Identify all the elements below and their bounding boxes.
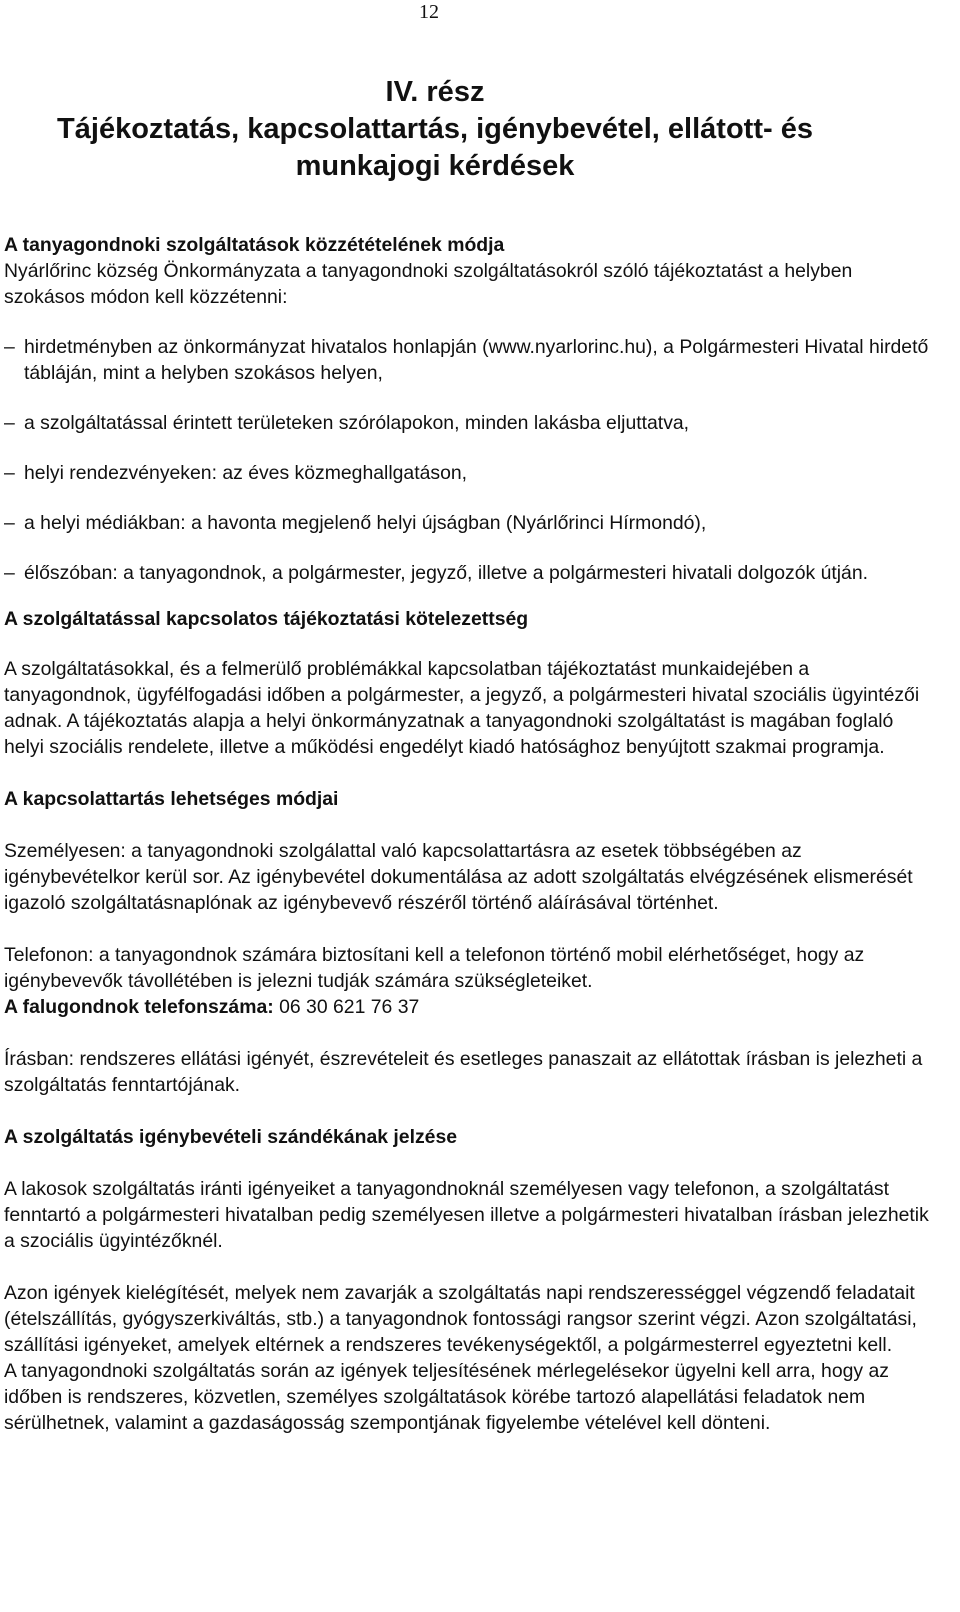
dash-marker: – xyxy=(4,336,15,358)
section-heading-request: A szolgáltatás igénybevételi szándékának jelzése xyxy=(4,1126,458,1148)
title-line-2: Tájékoztatás, kapcsolattartás, igénybevétel, ellátott- és xyxy=(57,113,813,145)
list-item xyxy=(4,460,932,486)
dash-marker: – xyxy=(4,412,15,434)
information-duty-paragraph: A szolgáltatásokkal, és a felmerülő problémákkal kapcsolatban tájékoztatást munkaidejében a tanyagondnok, ügyfélfogadási időben a polgármester, a jegyző, a polgármesteri hivatal szociális ügyintézői adnak. A tájékoztatás alapja a helyi önkormányzatnak a tanyagondnoki szolgáltatást is magában foglaló helyi szociális rendelete, illetve a működési engedélyt kiadó hatósághoz benyújtott szakmai programja. xyxy=(4,658,920,758)
request-paragraph-2: Azon igények kielégítését, melyek nem zavarják a szolgáltatás napi rendszerességgel végzendő feladatait (ételszállítás, gyógyszerkiváltás, stb.) a tanyagondnok fontossági rangsor szerint végzi. Azon szolgáltatási, szállítási igényeket, amelyek eltérnek a rendszeres tevékenységektől, a polgármesterrel egyeztetni kell. xyxy=(4,1282,917,1356)
dash-marker: – xyxy=(4,512,15,534)
title-line-3: munkajogi kérdések xyxy=(295,150,575,182)
contact-personal-paragraph: Személyesen: a tanyagondnoki szolgálattal való kapcsolattartásra az esetek többségében az igénybevételkor kerül sor. Az igénybevétel dokumentálása az adott szolgáltatás elvégzésének elismerését igazoló szolgáltatásnaplónak az igénybevevő részéről történő aláírásával történhet. xyxy=(4,840,913,914)
list-item-text: a helyi médiákban: a havonta megjelenő helyi újságban (Nyárlőrinci Hírmondó), xyxy=(24,512,707,534)
list-item-text: élőszóban: a tanyagondnok, a polgármester, jegyző, illetve a polgármesteri hivatali dolgozók útján. xyxy=(24,562,869,584)
section-heading-information-duty: A szolgáltatással kapcsolatos tájékoztatási kötelezettség xyxy=(4,608,529,630)
section-heading-publication: A tanyagondnoki szolgáltatások közzétételének módja xyxy=(4,234,505,256)
title-line-1: IV. rész xyxy=(385,76,485,108)
phone-number-label: A falugondnok telefonszáma: xyxy=(4,996,274,1018)
dash-marker: – xyxy=(4,462,15,484)
list-item-text: hirdetményben az önkormányzat hivatalos honlapján (www.nyarlorinc.hu), a Polgármesteri Hivatal hirdető tábláján, mint a helyben szokásos helyen, xyxy=(24,336,929,384)
section-heading-contact: A kapcsolattartás lehetséges módjai xyxy=(4,788,339,810)
request-paragraph-1: A lakosok szolgáltatás iránti igényeiket a tanyagondnoknál személyesen vagy telefonon, a szolgáltatást fenntartó a polgármesteri hivatalban pedig személyesen illetve a polgármesteri hivatalban írásban jelezhetik a szociális ügyintézőknél. xyxy=(4,1178,929,1252)
document-body xyxy=(4,232,932,1436)
list-item xyxy=(4,410,932,436)
page-number: 12 xyxy=(419,1,439,23)
contact-written-paragraph: Írásban: rendszeres ellátási igényét, észrevételeit és esetleges panaszait az ellátottak írásban is jelezheti a szolgáltatás fenntartójának. xyxy=(4,1048,923,1096)
request-paragraph-3: A tanyagondnoki szolgáltatás során az igények teljesítésének mérlegelésekor ügyelni kell arra, hogy az időben is rendszeres, közvetlen, személyes szolgáltatások körébe tartozó alapellátási feladatok nem sérülhetnek, valamint a gazdaságosság szempontjának figyelembe vételével kell dönteni. xyxy=(4,1360,889,1434)
list-item-text: a szolgáltatással érintett területeken szórólapokon, minden lakásba eljuttatva, xyxy=(24,412,690,434)
list-item xyxy=(4,510,932,536)
publication-intro: Nyárlőrinc község Önkormányzata a tanyagondnoki szolgáltatásokról szóló tájékoztatást a helyben szokásos módon kell közzétenni: xyxy=(4,260,853,308)
contact-phone-paragraph: Telefonon: a tanyagondnok számára biztosítani kell a telefonon történő mobil elérhetőséget, hogy az igénybevevők távollétében is jelezni tudják számára szükségleteiket. xyxy=(4,944,865,992)
list-item xyxy=(4,334,932,386)
dash-marker: – xyxy=(4,562,15,584)
phone-number-line xyxy=(4,994,932,1020)
list-item xyxy=(4,560,932,586)
page-title xyxy=(0,74,870,185)
list-item-text: helyi rendezvényeken: az éves közmeghallgatáson, xyxy=(24,462,468,484)
phone-number-value: 06 30 621 76 37 xyxy=(279,996,420,1018)
